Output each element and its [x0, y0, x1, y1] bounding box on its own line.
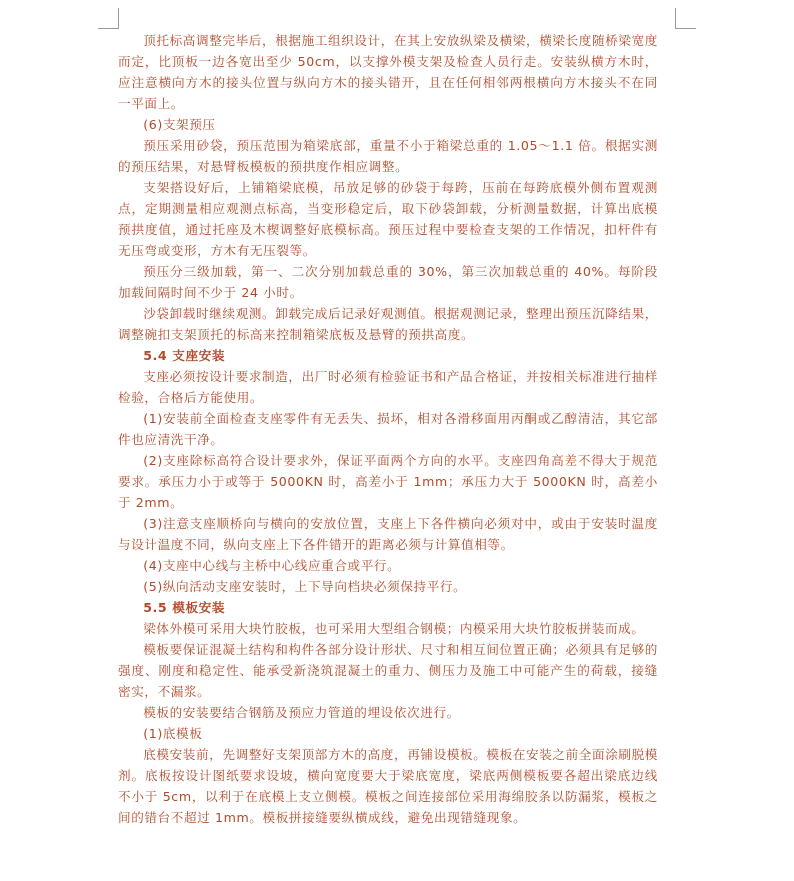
- paragraph: (1)底模板: [143, 726, 203, 741]
- section-heading: 5.5 模板安装: [143, 600, 226, 615]
- paragraph: 模板的安装要结合钢筋及预应力管道的埋设依次进行。: [143, 705, 460, 720]
- paragraph: 模板要保证混凝土结构和构件各部分设计形状、尺寸和相互间位置正确；必须具有足够的强度、刚度和稳定性、能承受新浇筑混凝土的重力、侧压力及施工中可能产生的荷载，接缝密实，不漏浆。: [118, 642, 658, 699]
- paragraph: (6)支架预压: [143, 117, 216, 132]
- paragraph: (3)注意支座顺桥向与横向的安放位置，支座上下各件横向必须对中，或由于安装时温度与设计温度不同，纵向支座上下各件错开的距离必须与计算值相等。: [118, 516, 658, 552]
- paragraph: 支架搭设好后，上铺箱梁底模，吊放足够的砂袋于每跨，压前在每跨底模外侧布置观测点，定期测量相应观测点标高，当变形稳定后，取下砂袋卸载，分析测量数据，计算出底模预拱度值，通过托座及木楔调整好底模标高。预压过程中要检查支架的工作情况，扣杆件有无压弯或变形，方木有无压裂等。: [118, 180, 658, 258]
- paragraph: (1)安装前全面检查支座零件有无丢失、损坏，相对各滑移面用丙酮或乙醇清洁，其它部件也应清洗干净。: [118, 411, 658, 447]
- paragraph: 预压采用砂袋，预压范围为箱梁底部，重量不小于箱梁总重的 1.05～1.1 倍。根据实测的预压结果，对悬臂板模板的预拱度作相应调整。: [118, 138, 658, 174]
- paragraph: 顶托标高调整完毕后，根据施工组织设计，在其上安放纵梁及横梁，横梁长度随桥梁宽度而定，比顶板一边各宽出至少 50cm，以支撑外模支架及检查人员行走。安装纵横方木时，应注意横向方木的接头位置与纵向方木的接头错开，且在任何相邻两根横向方木接头不在同一平面上。: [118, 33, 658, 111]
- paragraph: (2)支座除标高符合设计要求外，保证平面两个方向的水平。支座四角高差不得大于规范要求。承压力小于或等于 5000KN 时，高差小于 1mm；承压力大于 5000KN 时，高差小于 2mm。: [118, 453, 658, 510]
- paragraph: (4)支座中心线与主桥中心线应重合或平行。: [143, 558, 401, 573]
- section-heading: 5.4 支座安装: [143, 348, 226, 363]
- paragraph: 沙袋卸载时继续观测。卸载完成后记录好观测值。根据观测记录，整理出预压沉降结果，调整碗扣支架顶托的标高来控制箱梁底板及悬臂的预拱高度。: [118, 306, 658, 342]
- top-left-margin-mark: [98, 8, 119, 29]
- paragraph: 底模安装前，先调整好支架顶部方木的高度，再铺设模板。模板在安装之前全面涂刷脱模剂。底板按设计图纸要求设坡，横向宽度要大于梁底宽度，梁底两侧模板要各超出梁底边线不小于 5cm，以利于在底模上支立侧模。模板之间连接部位采用海绵胶条以防漏浆，模板之间的错台不超过 1mm。模板拼接缝要纵横成线，避免出现错缝现象。: [118, 747, 658, 825]
- paragraph: (5)纵向活动支座安装时，上下导向档块必须保持平行。: [143, 579, 467, 594]
- paragraph: 预压分三级加载，第一、二次分别加载总重的 30%，第三次加载总重的 40%。每阶段加载间隔时间不少于 24 小时。: [118, 264, 658, 300]
- top-right-margin-mark: [675, 8, 696, 29]
- document-body: [118, 30, 658, 828]
- paragraph: 支座必须按设计要求制造，出厂时必须有检验证书和产品合格证，并按相关标准进行抽样检验，合格后方能使用。: [118, 369, 658, 405]
- paragraph: 梁体外模可采用大块竹胶板，也可采用大型组合钢模；内模采用大块竹胶板拼装而成。: [143, 621, 645, 636]
